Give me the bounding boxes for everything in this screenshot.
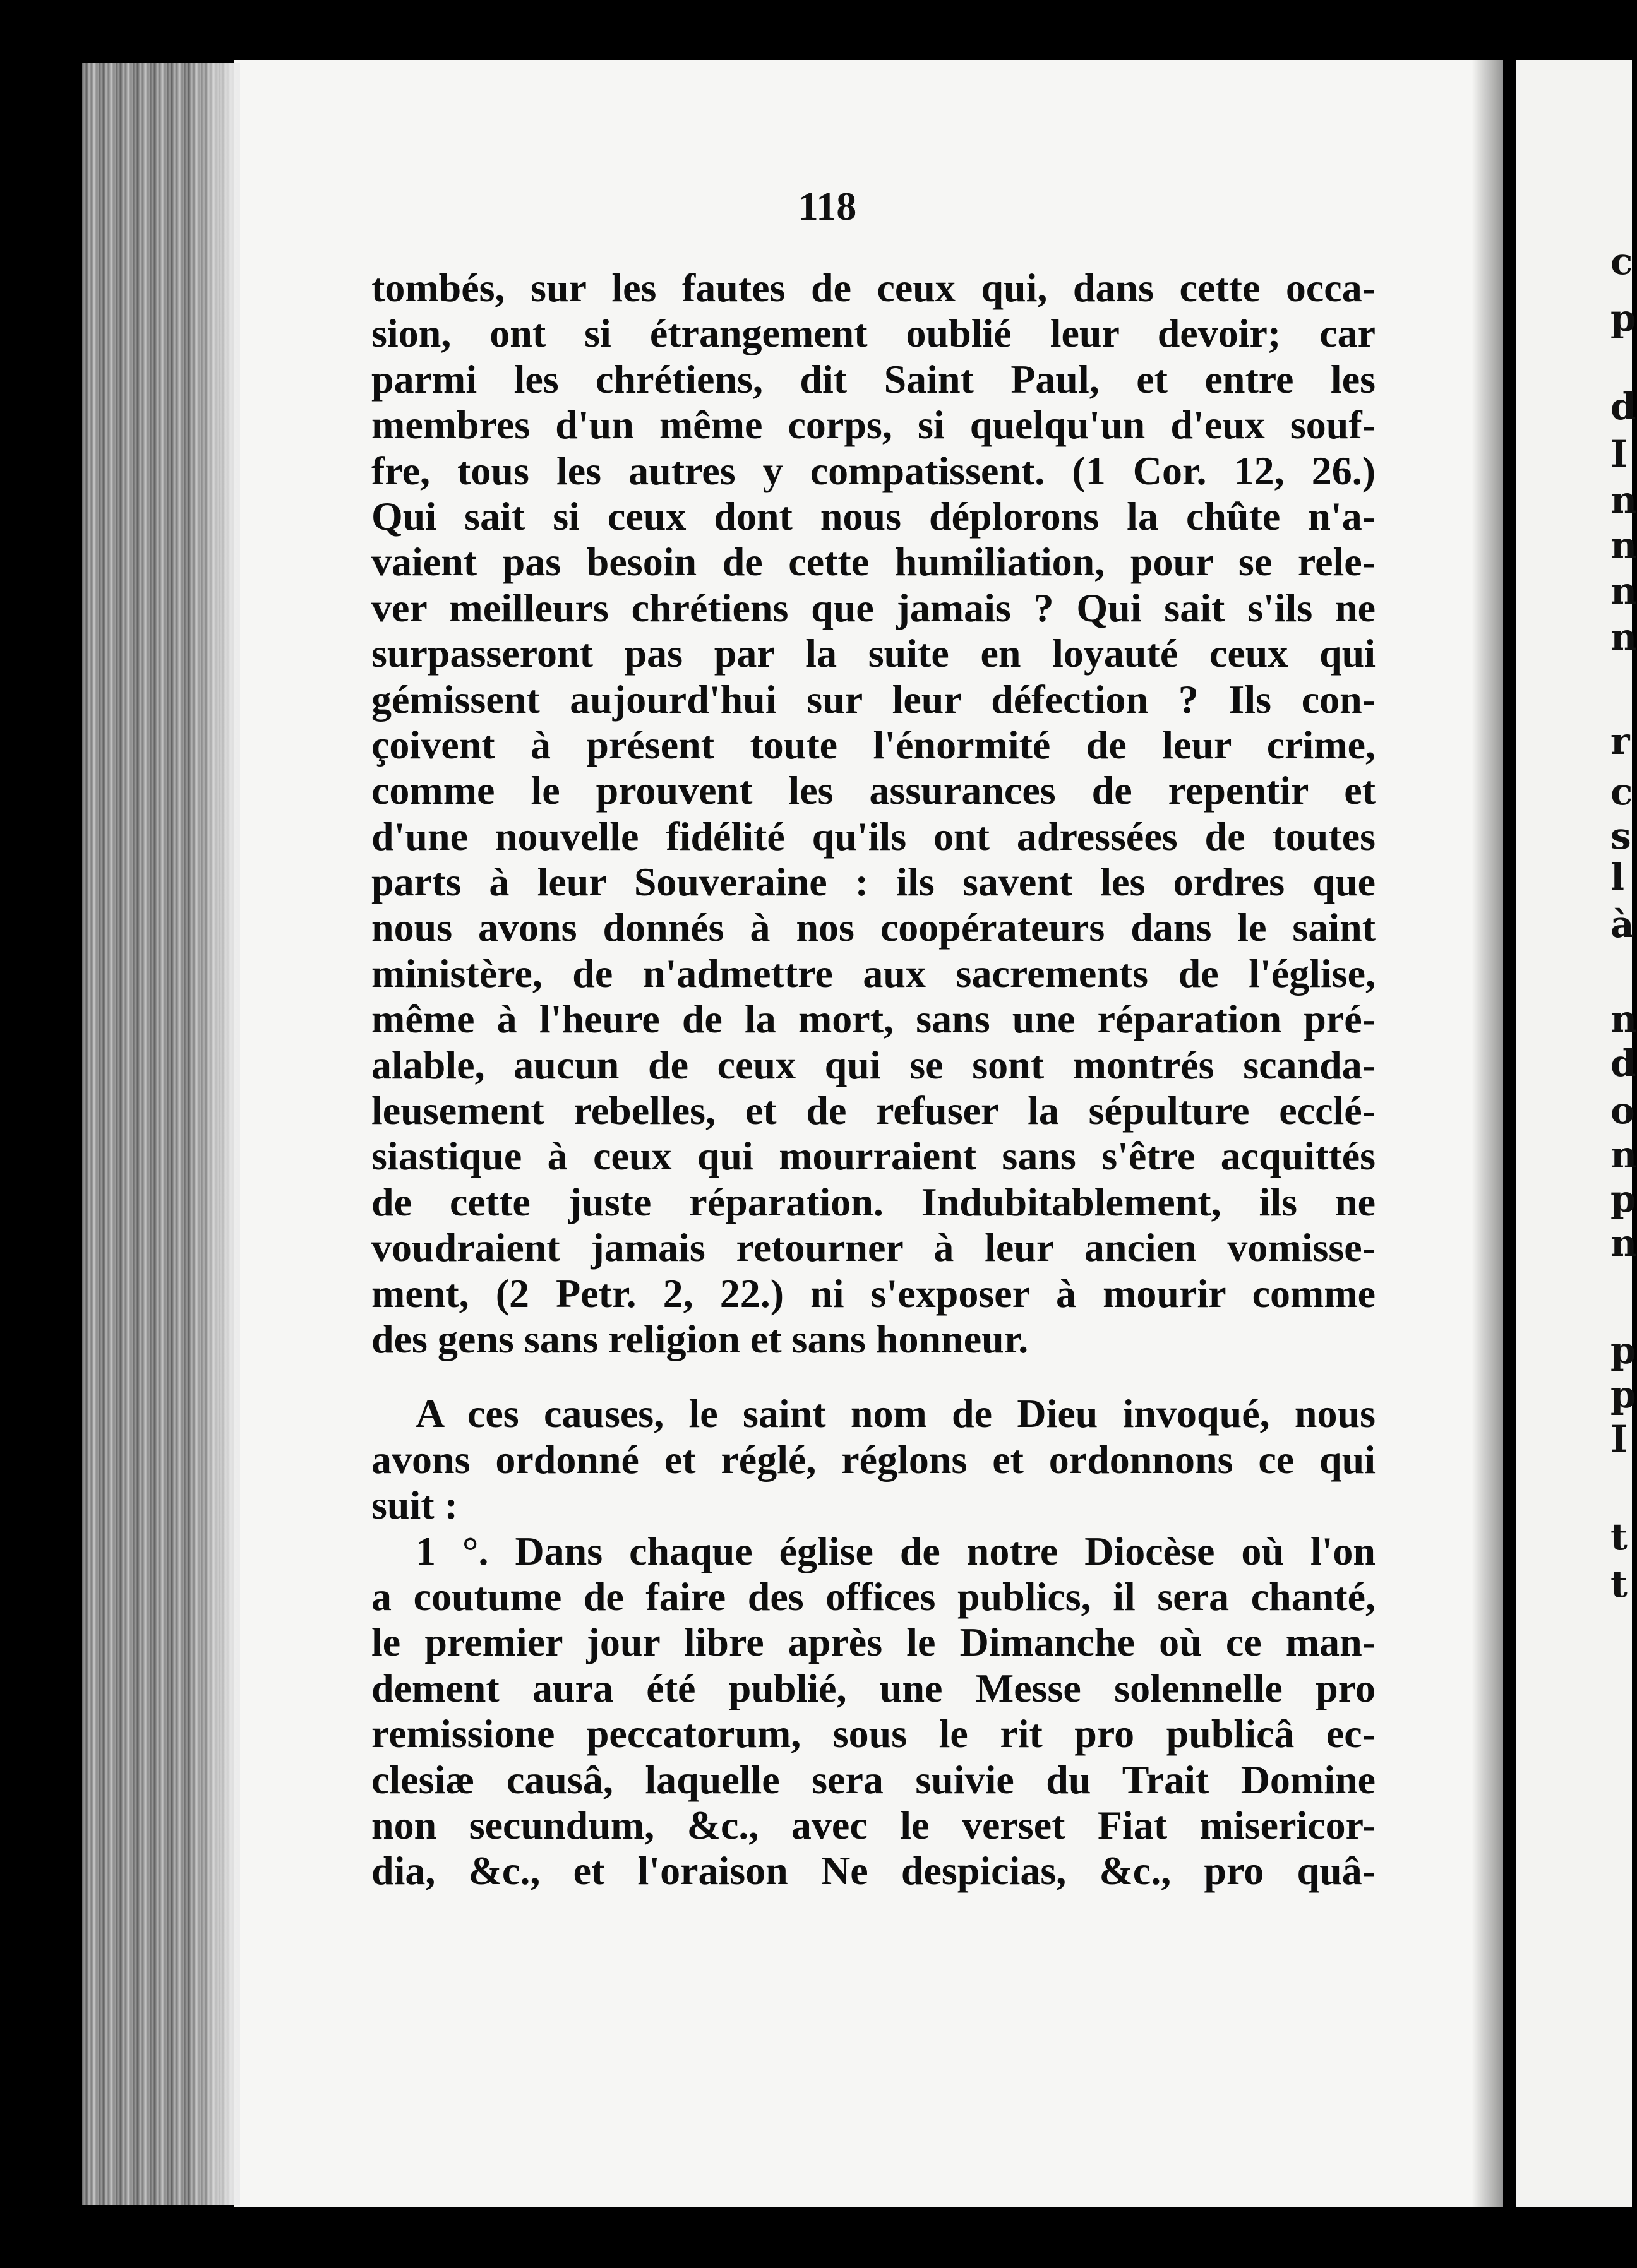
text-line: Qui sait si ceux dont nous déplorons la chûte n'a-	[371, 493, 1376, 539]
text-line: dia, &c., et l'oraison Ne despicias, &c., pro quâ-	[371, 1848, 1376, 1894]
facing-page-fragment: n	[1610, 570, 1637, 612]
text-line: ment, (2 Petr. 2, 22.) ni s'exposer à mourir comme	[371, 1270, 1376, 1316]
text-line: siastique à ceux qui mourraient sans s'être acquittés	[371, 1133, 1376, 1179]
facing-page-fragment: n	[1610, 524, 1637, 567]
text-line: ministère, de n'admettre aux sacrements de l'église,	[371, 950, 1376, 996]
facing-page-fragment: I	[1610, 433, 1628, 475]
paragraph-3	[371, 1529, 1376, 1894]
facing-page-fragment: r	[1610, 720, 1630, 763]
text-line: parmi les chrétiens, dit Saint Paul, et entre les	[371, 356, 1376, 402]
text-line: 1 °. Dans chaque église de notre Diocèse où l'on	[416, 1528, 1376, 1573]
text-line: ver meilleurs chrétiens que jamais ? Qui sait s'ils ne	[371, 585, 1376, 630]
text-line: même à l'heure de la mort, sans une réparation pré-	[371, 996, 1376, 1042]
text-line: vaient pas besoin de cette humiliation, pour se rele-	[371, 539, 1376, 585]
facing-page-fragment: p	[1610, 1329, 1636, 1372]
page-number: 118	[798, 184, 857, 229]
paragraph-2	[371, 1391, 1376, 1528]
facing-page	[1516, 60, 1637, 2207]
text-line: sion, ont si étrangement oublié leur devoir; car	[371, 311, 1376, 356]
gutter-shadow	[1472, 60, 1516, 2207]
facing-page-fragment: c	[1610, 240, 1633, 283]
text-line: gémissent aujourd'hui sur leur défection ? Ils con-	[371, 676, 1376, 722]
text-line: des gens sans religion et sans honneur.	[371, 1316, 1029, 1361]
facing-page-fragment: t	[1610, 1515, 1628, 1558]
text-line: d'une nouvelle fidélité qu'ils ont adressées de toutes	[371, 813, 1376, 859]
text-line: de cette juste réparation. Indubitablement, ils ne	[371, 1179, 1376, 1224]
facing-page-fragment: n	[1610, 479, 1637, 522]
text-line: parts à leur Souveraine : ils savent les ordres que	[371, 859, 1376, 905]
paragraph-1	[371, 265, 1376, 1362]
body-text	[371, 265, 1376, 1894]
text-line: nous avons donnés à nos coopérateurs dans le saint	[371, 905, 1376, 950]
text-line: le premier jour libre après le Dimanche où ce man-	[371, 1620, 1376, 1665]
facing-page-fragment: d	[1610, 1042, 1636, 1085]
facing-page-fragment: p	[1610, 297, 1636, 340]
facing-page-fragment: d	[1610, 385, 1636, 428]
facing-page-fragment: à	[1610, 903, 1634, 946]
facing-page-fragment: p	[1610, 1373, 1636, 1416]
text-line: çoivent à présent toute l'énormité de leur crime,	[371, 722, 1376, 767]
text-line: A ces causes, le saint nom de Dieu invoqué, nous	[416, 1391, 1376, 1436]
text-line: clesiæ causâ, laquelle sera suivie du Trait Domine	[371, 1757, 1376, 1802]
text-line: surpasseront pas par la suite en loyauté ceux qui	[371, 631, 1376, 676]
text-line: leusement rebelles, et de refuser la sépulture ecclé-	[371, 1088, 1376, 1133]
facing-page-fragment: t	[1610, 1563, 1628, 1606]
facing-page-fragment: n	[1610, 1222, 1637, 1265]
facing-page-fragment: s	[1610, 815, 1631, 857]
text-line: membres d'un même corps, si quelqu'un d'eux souf-	[371, 402, 1376, 448]
text-line: suit :	[371, 1483, 458, 1528]
facing-page-fragment: n	[1610, 998, 1637, 1041]
facing-page-fragment: o	[1610, 1089, 1635, 1132]
text-line: alable, aucun de ceux qui se sont montrés scanda-	[371, 1042, 1376, 1087]
page-edge-fade	[189, 63, 240, 2205]
text-line: fre, tous les autres y compatissent. (1 Cor. 12, 26.)	[371, 448, 1376, 493]
facing-page-fragment: n	[1610, 1133, 1637, 1176]
text-line: dement aura été publié, une Messe solennelle pro	[371, 1665, 1376, 1710]
text-line: voudraient jamais retourner à leur ancien vomisse-	[371, 1225, 1376, 1270]
facing-page-fragment: c	[1610, 770, 1633, 813]
text-line: a coutume de faire des offices publics, il sera chanté,	[371, 1573, 1376, 1619]
text-line: tombés, sur les fautes de ceux qui, dans cette occa-	[371, 265, 1376, 310]
text-line: comme le prouvent les assurances de repentir et	[371, 768, 1376, 813]
paragraph-gap	[371, 1362, 1376, 1391]
text-line: remissione peccatorum, sous le rit pro publicâ ec-	[371, 1711, 1376, 1757]
text-line: avons ordonné et réglé, réglons et ordonnons ce qui	[371, 1436, 1376, 1482]
text-line: non secundum, &c., avec le verset Fiat misericor-	[371, 1802, 1376, 1847]
facing-page-fragment: l	[1610, 856, 1625, 898]
facing-page-fragment: p	[1610, 1178, 1636, 1221]
facing-page-fragment: I	[1610, 1418, 1628, 1460]
facing-page-fragment: n	[1610, 616, 1637, 659]
